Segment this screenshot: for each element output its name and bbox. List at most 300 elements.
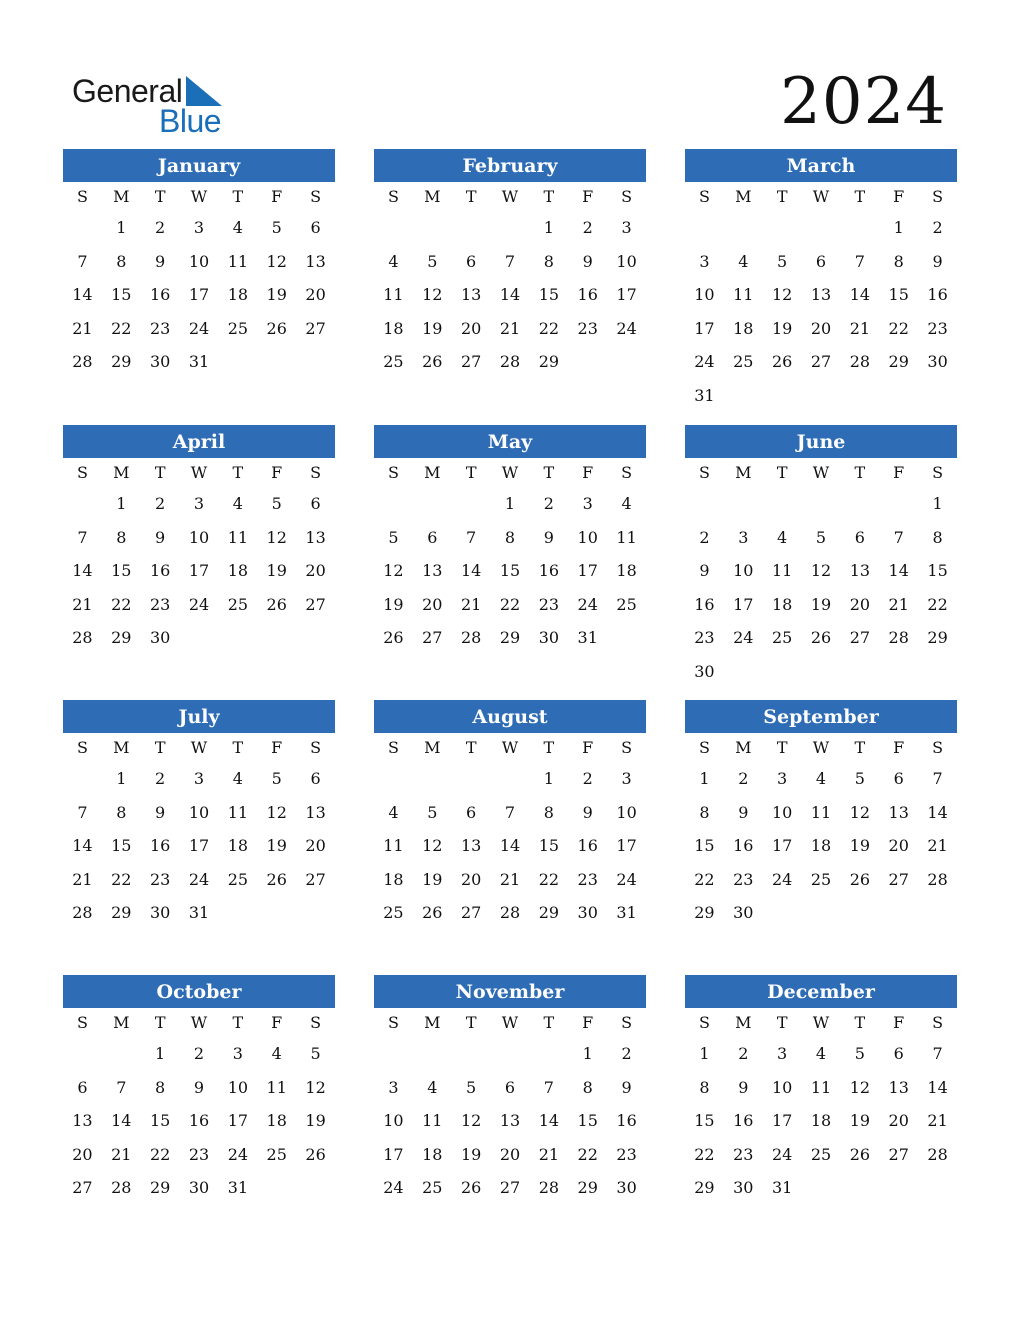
- day-cell: 30: [149, 628, 171, 648]
- day-cell: 29: [927, 628, 948, 648]
- day-cell: 11: [227, 802, 249, 822]
- day-cell: 18: [227, 836, 249, 856]
- day-cell: 10: [188, 802, 210, 822]
- week-row: [63, 521, 335, 555]
- day-cell: 26: [266, 869, 287, 889]
- week-row: [374, 312, 646, 346]
- day-cell: 14: [499, 285, 521, 305]
- empty-day-cell: [218, 345, 257, 379]
- empty-day-cell: [491, 211, 530, 245]
- weekday-label: S: [76, 463, 88, 482]
- week-row: [374, 1071, 646, 1105]
- day-cell: 19: [810, 594, 832, 614]
- day-cell: 2: [621, 1044, 632, 1063]
- day-cell: 13: [305, 251, 326, 271]
- day-cell: 29: [111, 628, 132, 648]
- week-row: [63, 1037, 335, 1071]
- day-cell: 28: [927, 1144, 948, 1164]
- day-cell: 27: [460, 352, 482, 372]
- weekday-label: M: [735, 738, 752, 757]
- day-cell: 22: [694, 869, 715, 889]
- day-cell: 18: [227, 561, 249, 581]
- week-row: [685, 345, 957, 379]
- week-row: [374, 1104, 646, 1138]
- day-cell: 11: [227, 527, 249, 547]
- day-cell: 9: [699, 561, 710, 581]
- empty-day-cell: [840, 211, 879, 245]
- empty-day-cell: [840, 487, 879, 521]
- weekday-header-row: [63, 183, 335, 211]
- day-cell: 12: [849, 1077, 871, 1097]
- day-cell: 24: [694, 352, 715, 372]
- day-cell: 8: [582, 1077, 593, 1097]
- day-cell: 30: [149, 903, 171, 923]
- empty-day-cell: [413, 487, 452, 521]
- day-cell: 4: [232, 218, 243, 237]
- day-cell: 22: [111, 594, 132, 614]
- weekday-label: T: [465, 1013, 477, 1032]
- day-cell: 19: [771, 318, 793, 338]
- weekday-label: T: [776, 1013, 788, 1032]
- day-cell: 20: [849, 594, 871, 614]
- day-cell: 31: [694, 385, 715, 405]
- day-cell: 7: [466, 527, 477, 547]
- day-cell: 1: [893, 218, 904, 237]
- day-cell: 20: [460, 869, 482, 889]
- day-cell: 15: [111, 561, 132, 581]
- day-cell: 26: [422, 352, 443, 372]
- day-cell: 3: [699, 251, 710, 271]
- day-cell: 14: [111, 1111, 132, 1131]
- weekday-label: F: [893, 187, 905, 206]
- day-cell: 30: [538, 628, 560, 648]
- day-cell: 27: [888, 869, 909, 889]
- day-cell: 17: [383, 1144, 404, 1164]
- weekday-label: T: [154, 187, 166, 206]
- week-row: [374, 621, 646, 655]
- day-cell: 23: [149, 869, 171, 889]
- day-cell: 19: [849, 836, 871, 856]
- day-cell: 16: [149, 561, 171, 581]
- day-cell: 17: [188, 561, 210, 581]
- month-february: [374, 149, 646, 379]
- weekday-label: S: [387, 738, 399, 757]
- empty-day-cell: [413, 762, 452, 796]
- day-cell: 10: [733, 561, 754, 581]
- weekday-label: S: [621, 187, 633, 206]
- day-cell: 28: [72, 903, 93, 923]
- empty-day-cell: [568, 345, 607, 379]
- empty-day-cell: [257, 621, 296, 655]
- weekday-label: T: [543, 187, 555, 206]
- day-cell: 22: [694, 1144, 715, 1164]
- empty-day-cell: [802, 896, 841, 930]
- day-cell: 16: [927, 285, 948, 305]
- day-cell: 2: [738, 1044, 749, 1063]
- day-cell: 6: [504, 1077, 516, 1097]
- day-cell: 22: [111, 318, 132, 338]
- empty-day-cell: [374, 487, 413, 521]
- week-row: [63, 796, 335, 830]
- week-row: [685, 554, 957, 588]
- empty-day-cell: [685, 211, 724, 245]
- weekday-label: S: [932, 187, 944, 206]
- month-header: December: [685, 975, 957, 1008]
- day-cell: 16: [694, 594, 715, 614]
- week-row: [63, 1104, 335, 1138]
- day-cell: 9: [155, 527, 166, 547]
- weekday-label: F: [893, 738, 905, 757]
- day-cell: 10: [577, 527, 598, 547]
- day-cell: 6: [310, 769, 321, 788]
- day-cell: 17: [577, 561, 598, 581]
- day-cell: 14: [72, 836, 93, 856]
- weekday-label: S: [387, 463, 399, 482]
- day-cell: 7: [893, 527, 904, 547]
- day-cell: 13: [305, 527, 326, 547]
- day-cell: 20: [305, 285, 326, 305]
- day-cell: 1: [699, 769, 710, 788]
- day-cell: 20: [499, 1144, 521, 1164]
- weekday-label: M: [424, 1013, 441, 1032]
- day-cell: 8: [893, 251, 904, 271]
- day-cell: 12: [810, 561, 832, 581]
- day-cell: 29: [694, 1178, 715, 1198]
- day-cell: 14: [72, 285, 93, 305]
- day-cell: 27: [810, 352, 832, 372]
- day-cell: 3: [388, 1077, 399, 1097]
- empty-day-cell: [218, 621, 257, 655]
- day-cell: 7: [504, 251, 516, 271]
- day-cell: 5: [388, 527, 399, 547]
- day-cell: 1: [932, 494, 943, 513]
- weekday-label: M: [735, 187, 752, 206]
- day-cell: 30: [188, 1178, 210, 1198]
- weekday-label: T: [465, 463, 477, 482]
- month-header: February: [374, 149, 646, 182]
- day-cell: 14: [72, 561, 93, 581]
- day-cell: 14: [849, 285, 871, 305]
- weekday-label: F: [582, 463, 594, 482]
- day-cell: 7: [116, 1077, 127, 1097]
- empty-day-cell: [452, 211, 491, 245]
- day-cell: 29: [538, 903, 560, 923]
- day-cell: 25: [422, 1178, 443, 1198]
- day-cell: 31: [188, 903, 210, 923]
- day-cell: 2: [193, 1044, 205, 1063]
- day-cell: 2: [932, 218, 943, 237]
- empty-day-cell: [802, 379, 841, 413]
- day-cell: 16: [188, 1111, 210, 1131]
- day-cell: 24: [188, 318, 210, 338]
- month-header: January: [63, 149, 335, 182]
- day-cell: 27: [305, 869, 326, 889]
- empty-day-cell: [413, 211, 452, 245]
- day-cell: 24: [771, 1144, 793, 1164]
- day-cell: 20: [422, 594, 443, 614]
- day-cell: 5: [310, 1044, 321, 1063]
- day-cell: 13: [849, 561, 871, 581]
- day-cell: 30: [733, 903, 754, 923]
- weekday-label: T: [543, 738, 555, 757]
- week-row: [374, 345, 646, 379]
- day-cell: 21: [499, 318, 521, 338]
- day-cell: 22: [538, 318, 560, 338]
- day-cell: 28: [499, 352, 521, 372]
- day-cell: 19: [383, 594, 404, 614]
- empty-day-cell: [257, 345, 296, 379]
- week-row: [685, 863, 957, 897]
- weekday-label: M: [424, 463, 441, 482]
- empty-day-cell: [802, 211, 841, 245]
- day-cell: 20: [888, 836, 909, 856]
- day-cell: 28: [538, 1178, 560, 1198]
- day-cell: 20: [72, 1144, 93, 1164]
- weekday-label: S: [621, 463, 633, 482]
- weekday-label: T: [776, 463, 788, 482]
- day-cell: 21: [927, 1111, 948, 1131]
- day-cell: 3: [193, 494, 205, 513]
- day-cell: 19: [266, 561, 287, 581]
- day-cell: 18: [616, 561, 637, 581]
- day-cell: 3: [193, 218, 205, 237]
- day-cell: 13: [460, 836, 482, 856]
- day-cell: 11: [266, 1077, 287, 1097]
- weekday-header-row: [374, 459, 646, 487]
- day-cell: 8: [116, 802, 127, 822]
- empty-day-cell: [374, 762, 413, 796]
- day-cell: 11: [810, 802, 832, 822]
- empty-day-cell: [879, 655, 918, 689]
- empty-day-cell: [918, 1171, 957, 1205]
- day-cell: 5: [854, 769, 865, 788]
- day-cell: 12: [849, 802, 871, 822]
- day-cell: 15: [694, 836, 715, 856]
- empty-day-cell: [879, 379, 918, 413]
- week-row: [63, 829, 335, 863]
- day-cell: 28: [111, 1178, 132, 1198]
- week-row: [63, 312, 335, 346]
- week-row: [685, 1104, 957, 1138]
- day-cell: 27: [422, 628, 443, 648]
- day-cell: 5: [427, 802, 438, 822]
- empty-day-cell: [879, 487, 918, 521]
- day-cell: 6: [466, 802, 477, 822]
- day-cell: 11: [810, 1077, 832, 1097]
- weekday-label: S: [698, 187, 710, 206]
- day-cell: 25: [810, 1144, 832, 1164]
- day-cell: 5: [271, 769, 282, 788]
- weekday-label: S: [76, 1013, 88, 1032]
- week-row: [685, 829, 957, 863]
- day-cell: 2: [582, 769, 593, 788]
- day-cell: 6: [854, 527, 865, 547]
- week-row: [63, 1138, 335, 1172]
- day-cell: 8: [155, 1077, 166, 1097]
- day-cell: 7: [77, 527, 88, 547]
- empty-day-cell: [374, 1037, 413, 1071]
- week-row: [374, 211, 646, 245]
- week-row: [63, 245, 335, 279]
- day-cell: 19: [266, 836, 287, 856]
- day-cell: 29: [577, 1178, 598, 1198]
- day-cell: 14: [538, 1111, 560, 1131]
- day-cell: 3: [738, 527, 749, 547]
- weekday-label: M: [113, 463, 130, 482]
- day-cell: 17: [616, 836, 637, 856]
- weekday-label: M: [735, 463, 752, 482]
- month-december: [685, 975, 957, 1205]
- weekday-label: S: [698, 738, 710, 757]
- week-row: [63, 278, 335, 312]
- day-cell: 18: [383, 869, 404, 889]
- day-cell: 22: [538, 869, 560, 889]
- day-cell: 15: [111, 285, 132, 305]
- week-row: [374, 278, 646, 312]
- empty-day-cell: [763, 487, 802, 521]
- day-cell: 3: [621, 769, 632, 788]
- day-cell: 25: [733, 352, 754, 372]
- day-cell: 27: [460, 903, 482, 923]
- day-cell: 24: [616, 318, 637, 338]
- day-cell: 26: [422, 903, 443, 923]
- empty-day-cell: [529, 1037, 568, 1071]
- day-cell: 22: [149, 1144, 171, 1164]
- day-cell: 9: [543, 527, 554, 547]
- day-cell: 19: [305, 1111, 326, 1131]
- weekday-label: T: [154, 738, 166, 757]
- week-row: [374, 1138, 646, 1172]
- day-cell: 19: [422, 318, 443, 338]
- day-cell: 17: [188, 285, 210, 305]
- day-cell: 5: [427, 251, 438, 271]
- day-cell: 14: [927, 1077, 948, 1097]
- empty-day-cell: [724, 211, 763, 245]
- month-header: March: [685, 149, 957, 182]
- day-cell: 10: [771, 802, 793, 822]
- empty-day-cell: [724, 487, 763, 521]
- day-cell: 6: [893, 1044, 904, 1063]
- day-cell: 28: [849, 352, 871, 372]
- day-cell: 31: [616, 903, 637, 923]
- day-cell: 17: [227, 1111, 249, 1131]
- week-row: [63, 345, 335, 379]
- empty-day-cell: [63, 487, 102, 521]
- day-cell: 4: [738, 251, 749, 271]
- day-cell: 16: [149, 836, 171, 856]
- day-cell: 20: [810, 318, 832, 338]
- weekday-header-row: [63, 734, 335, 762]
- day-cell: 7: [932, 1044, 943, 1063]
- day-cell: 21: [849, 318, 871, 338]
- empty-day-cell: [491, 762, 530, 796]
- weekday-label: M: [113, 738, 130, 757]
- day-cell: 15: [538, 285, 560, 305]
- day-cell: 12: [266, 527, 287, 547]
- week-row: [374, 1037, 646, 1071]
- day-cell: 19: [849, 1111, 871, 1131]
- day-cell: 11: [227, 251, 249, 271]
- weekday-label: S: [387, 1013, 399, 1032]
- day-cell: 10: [616, 251, 637, 271]
- day-cell: 7: [77, 251, 88, 271]
- empty-day-cell: [763, 211, 802, 245]
- day-cell: 2: [155, 494, 166, 513]
- weekday-label: W: [190, 738, 208, 757]
- weekday-label: S: [932, 1013, 944, 1032]
- day-cell: 13: [499, 1111, 521, 1131]
- day-cell: 26: [849, 1144, 871, 1164]
- weekday-label: M: [113, 1013, 130, 1032]
- month-header: November: [374, 975, 646, 1008]
- weekday-label: T: [232, 1013, 244, 1032]
- weekday-label: W: [190, 187, 208, 206]
- day-cell: 16: [577, 285, 598, 305]
- weekday-label: S: [698, 1013, 710, 1032]
- day-cell: 1: [699, 1044, 710, 1063]
- weekday-label: T: [854, 463, 866, 482]
- day-cell: 27: [305, 318, 326, 338]
- day-cell: 9: [155, 802, 166, 822]
- day-cell: 23: [577, 869, 598, 889]
- week-row: [685, 487, 957, 521]
- empty-day-cell: [257, 1171, 296, 1205]
- weekday-label: M: [113, 187, 130, 206]
- day-cell: 4: [388, 251, 399, 271]
- day-cell: 4: [232, 494, 243, 513]
- empty-day-cell: [802, 1171, 841, 1205]
- week-row: [685, 1071, 957, 1105]
- day-cell: 8: [699, 1077, 710, 1097]
- empty-day-cell: [63, 211, 102, 245]
- day-cell: 28: [460, 628, 482, 648]
- brand-name-general: General: [72, 73, 183, 109]
- month-january: [63, 149, 335, 379]
- week-row: [374, 487, 646, 521]
- day-cell: 31: [188, 352, 210, 372]
- empty-day-cell: [802, 655, 841, 689]
- weekday-label: T: [776, 187, 788, 206]
- day-cell: 27: [305, 594, 326, 614]
- day-cell: 24: [771, 869, 793, 889]
- day-cell: 11: [616, 527, 637, 547]
- day-cell: 15: [577, 1111, 598, 1131]
- day-cell: 17: [733, 594, 754, 614]
- day-cell: 18: [810, 1111, 832, 1131]
- day-cell: 17: [188, 836, 210, 856]
- day-cell: 30: [927, 352, 948, 372]
- day-cell: 15: [149, 1111, 171, 1131]
- day-cell: 4: [388, 802, 399, 822]
- empty-day-cell: [879, 1171, 918, 1205]
- day-cell: 27: [499, 1178, 521, 1198]
- day-cell: 15: [694, 1111, 715, 1131]
- week-row: [685, 278, 957, 312]
- month-august: [374, 700, 646, 930]
- day-cell: 21: [499, 869, 521, 889]
- day-cell: 13: [72, 1111, 93, 1131]
- day-cell: 12: [422, 285, 443, 305]
- empty-day-cell: [296, 1171, 335, 1205]
- day-cell: 10: [188, 251, 210, 271]
- day-cell: 15: [538, 836, 560, 856]
- empty-day-cell: [63, 1037, 102, 1071]
- empty-day-cell: [607, 345, 646, 379]
- week-row: [685, 796, 957, 830]
- day-cell: 26: [771, 352, 793, 372]
- weekday-label: T: [543, 1013, 555, 1032]
- empty-day-cell: [296, 621, 335, 655]
